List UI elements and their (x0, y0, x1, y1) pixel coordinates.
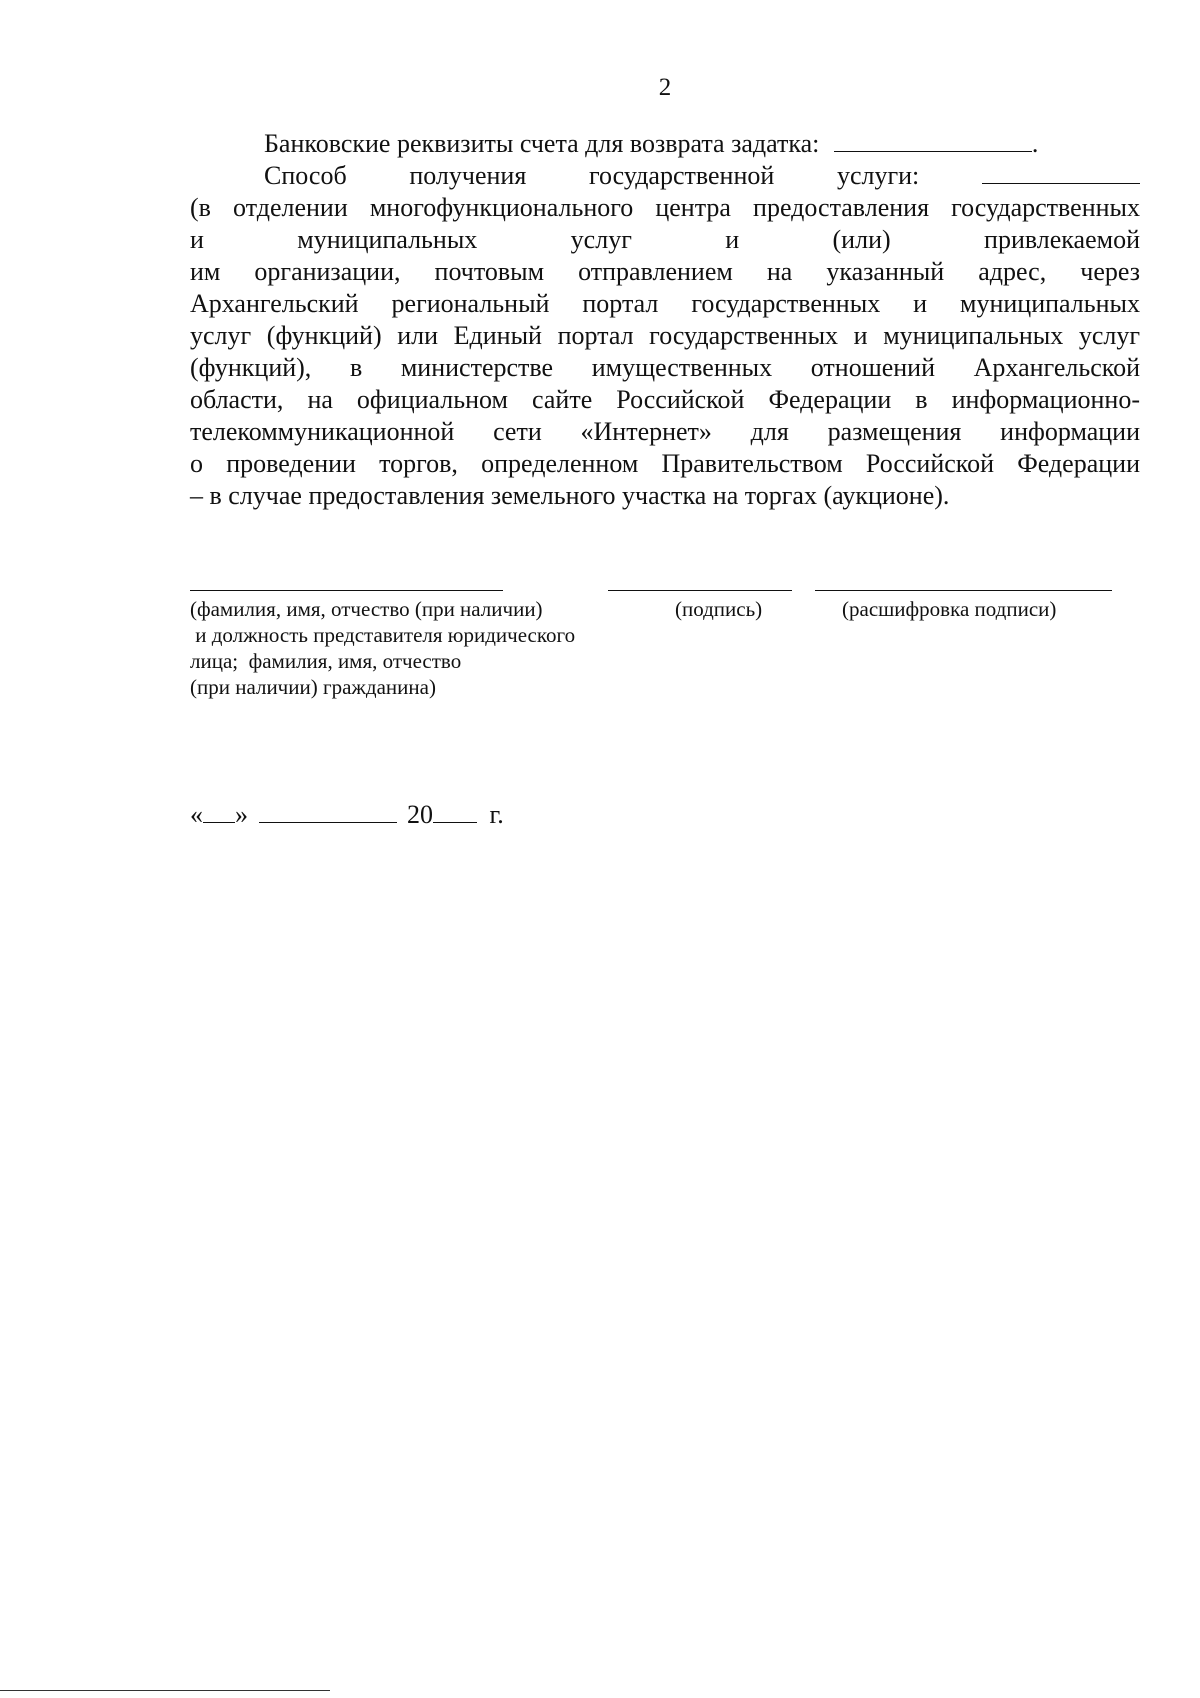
name-signature-line (190, 590, 503, 591)
decoding-caption: (расшифровка подписи) (842, 597, 1057, 621)
date-close-quote: » (235, 800, 248, 829)
paragraph-line: Архангельский региональный портал государственных и муниципальных (190, 289, 1140, 318)
scan-edge-line (0, 1690, 330, 1691)
paragraph-line: (функций), в министерстве имущественных отношений Архангельской (190, 353, 1140, 382)
page-number: 2 (658, 74, 672, 101)
bank-details-period: . (1031, 129, 1039, 158)
name-caption-line: лица; фамилия, имя, отчество (190, 649, 462, 673)
method-word-4: услуги: (836, 161, 920, 190)
paragraph-line-last: – в случае предоставления земельного участка на торгах (аукционе). (190, 481, 950, 510)
bank-details-blank (834, 129, 1032, 152)
year-prefix: 20 (407, 800, 433, 829)
year-blank (433, 798, 477, 823)
signature-caption: (подпись) (675, 597, 763, 621)
bank-details-label: Банковские реквизиты счета для возврата задатка: (264, 129, 820, 158)
paragraph-line: и муниципальных услуг и (или) привлекаемой (190, 225, 1140, 254)
paragraph-line: им организации, почтовым отправлением на указанный адрес, через (190, 257, 1140, 286)
signature-line (608, 590, 792, 591)
name-caption-line: и должность представителя юридического (190, 623, 576, 647)
method-blank (982, 161, 1140, 184)
name-caption (190, 596, 575, 700)
paragraph-line: (в отделении многофункционального центра предоставления государственных (190, 193, 1140, 222)
date-line (190, 798, 504, 830)
date-open-quote: « (190, 800, 203, 829)
bank-details-line (190, 128, 1140, 160)
name-caption-line: (при наличии) гражданина) (190, 675, 436, 699)
year-suffix: г. (489, 800, 504, 829)
method-line (190, 160, 1140, 192)
paragraph-line: области, на официальном сайте Российской Федерации в информационно- (190, 385, 1140, 414)
day-blank (203, 798, 235, 823)
method-word-2: получения (409, 161, 527, 190)
paragraph-line: о проведении торгов, определенном Правительством Российской Федерации (190, 449, 1140, 478)
name-caption-line: (фамилия, имя, отчество (при наличии) (190, 597, 543, 621)
paragraph-line: телекоммуникационной сети «Интернет» для размещения информации (190, 417, 1140, 446)
signature-decoding-line (815, 590, 1112, 591)
method-word-3: государственной (588, 161, 775, 190)
method-description (190, 192, 1140, 512)
paragraph-line: услуг (функций) или Единый портал государственных и муниципальных услуг (190, 321, 1140, 350)
method-word-1: Способ (264, 161, 347, 190)
month-blank (259, 798, 397, 823)
